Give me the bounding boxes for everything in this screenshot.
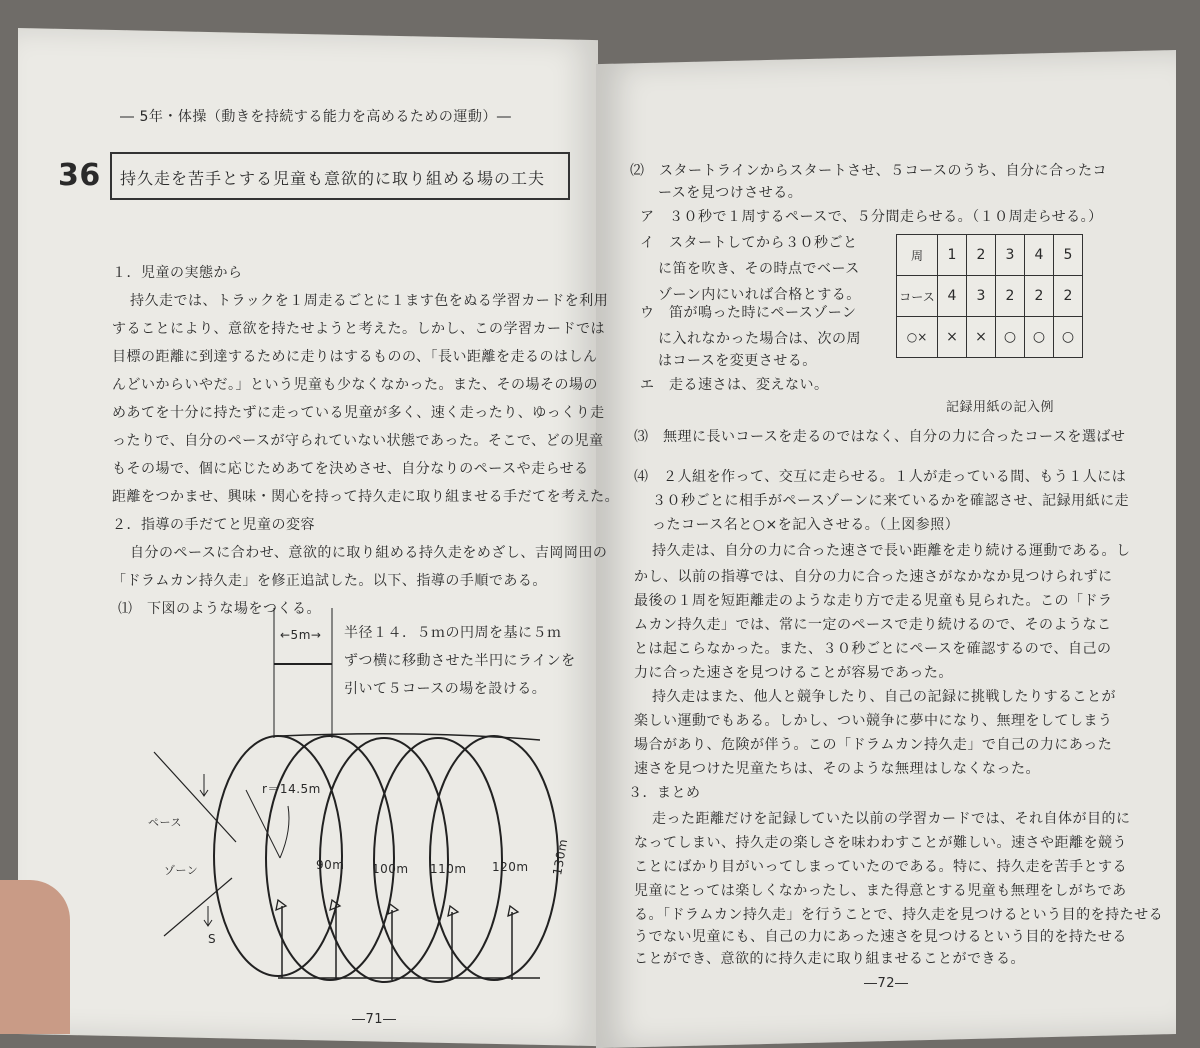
table-cell: 2: [1054, 276, 1083, 317]
right-line: ３０秒ごとに相手がペースゾーンに来ているかを確認させ、記録用紙に走: [652, 493, 1130, 509]
left-line: 持久走では、トラックを１周走るごとに１ます色をぬる学習カードを利用: [130, 293, 609, 309]
table-cell: ×: [967, 317, 996, 358]
running-header: ― 5年・体操（動きを持続する能力を高めるための運動）―: [120, 109, 512, 125]
table-row: [897, 317, 1083, 358]
right-line: 楽しい運動でもある。しかし、つい競争に夢中になり、無理をしてしまう: [634, 713, 1113, 729]
table-cell: 周: [897, 235, 938, 276]
left-line: ったりで、自分のペースが守られていない状態であった。そこで、どの児童: [112, 433, 604, 449]
right-line: 速さを見つけた児童たちは、そのような無理はしなくなった。: [634, 761, 1040, 777]
right-line: る。「ドラムカン持久走」を行うことで、持久走を見つけるという目的を持たせる: [634, 907, 1164, 923]
left-line: 「ドラムカン持久走」を修正追試した。以下、指導の手順である。: [112, 573, 547, 589]
course-label: 100m: [372, 862, 409, 876]
right-line: に笛を吹き、その時点でベース: [658, 261, 860, 277]
right-line: はコースを変更させる。: [658, 353, 817, 369]
table-cell: 2: [967, 235, 996, 276]
right-line: ゾーン内にいれば合格とする。: [658, 287, 861, 303]
right-line: イ スタートしてから３０秒ごと: [640, 235, 858, 251]
right-line: 持久走は、自分の力に合った速さで長い距離を走り続ける運動である。し: [652, 543, 1131, 559]
right-line: ウ 笛が鳴った時にペースゾーン: [640, 305, 857, 321]
left-line: もその場で、個に応じためあてを決めさせ、自分なりのペースや走らせる: [112, 461, 589, 477]
course-label: 120m: [492, 860, 529, 874]
right-line: 持久走はまた、他人と競争したり、自己の記録に挑戦したりすることが: [652, 689, 1116, 705]
right-line: ことにばかり目がいってしまっていたのである。特に、持久走を苦手とする: [634, 859, 1127, 875]
right-line: とは起こらなかった。また、３０秒ごとにペースを確認するので、自己の: [634, 641, 1112, 657]
left-line: ⑴ 下図のような場をつくる。: [118, 601, 321, 617]
right-line: 最後の１周を短距離走のような走り方で走る児童も見られた。この「ドラ: [634, 593, 1113, 609]
table-cell: 4: [1025, 235, 1054, 276]
table-cell: ○×: [897, 317, 938, 358]
table-row: [897, 276, 1083, 317]
left-line: することにより、意欲を持たせようと考えた。しかし、この学習カードでは: [112, 321, 605, 337]
course-label: 130m: [550, 837, 571, 877]
table-caption: 記録用紙の記入例: [946, 400, 1055, 415]
left-line: 自分のペースに合わせ、意欲的に取り組める持久走をめざし、吉岡岡田の: [130, 545, 608, 561]
course-label: 90m: [316, 858, 345, 872]
right-line: に入れなかった場合は、次の周: [658, 331, 861, 347]
left-line: ２．指導の手だてと児童の変容: [112, 517, 315, 533]
right-line: かし、以前の指導では、自分の力に合った速さがなかなか見つけられずに: [634, 569, 1113, 585]
right-line: 力に合った速さを見つけることが容易であった。: [634, 665, 953, 681]
left-line: １．児童の実態から: [112, 265, 243, 281]
diagram-caption: 半径１４．５ｍの円周を基に５ｍ: [344, 625, 562, 641]
diagram-caption: ずつ横に移動させた半円にラインを: [344, 653, 576, 669]
right-line: 児童にとっては楽しくなかったし、また得意とする児童も無理をしがちであ: [634, 883, 1127, 899]
table-cell: 4: [938, 276, 967, 317]
table-cell: ×: [938, 317, 967, 358]
right-line: ことができ、意欲的に持久走に取り組ませることができる。: [634, 951, 1025, 967]
offset-label: ←5m→: [280, 628, 322, 642]
right-line: うでない児童にも、自己の力にあった速さを見つけるという目的を持たせる: [634, 929, 1127, 945]
table-cell: 1: [938, 235, 967, 276]
right-line: ースを見つけさせる。: [658, 185, 803, 201]
right-line: ア ３０秒で１周するペースで、５分間走らせる。（１０周走らせる。）: [640, 209, 1103, 225]
course-label: 110m: [430, 862, 467, 876]
table-cell: 2: [996, 276, 1025, 317]
table-cell: 2: [1025, 276, 1054, 317]
table-row: [897, 235, 1083, 276]
right-line: ⑶ 無理に長いコースを走るのではなく、自分の力に合ったコースを選ばせ: [634, 429, 1126, 445]
radius-label: r＝14.5m: [262, 782, 321, 796]
right-line: 走った距離だけを記録していた以前の学習カードでは、それ自体が目的に: [652, 811, 1131, 827]
table-cell: ○: [1025, 317, 1054, 358]
table-cell: ○: [1054, 317, 1083, 358]
left-line: めあてを十分に持たずに走っている児童が多く、速く走ったり、ゆっくり走: [112, 405, 605, 421]
table-cell: ○: [996, 317, 1025, 358]
record-sheet-table: [896, 234, 1083, 358]
left-line: 目標の距離に到達するために走りはするものの、「長い距離を走るのはしん: [112, 349, 598, 365]
table-cell: 5: [1054, 235, 1083, 276]
right-line: ったコース名と○×を記入させる。（上図参照）: [652, 517, 960, 533]
zone-label: ペース: [148, 816, 182, 829]
section-number: 36: [58, 158, 101, 193]
right-line: 場合があり、危険が伴う。この「ドラムカン持久走」で自己の力にあった: [634, 737, 1113, 753]
table-cell: コース: [897, 276, 938, 317]
zone-label: ゾーン: [164, 864, 199, 877]
diagram-caption: 引いて５コースの場を設ける。: [344, 681, 547, 697]
table-cell: 3: [967, 276, 996, 317]
start-label: S: [208, 932, 217, 946]
table-cell: 3: [996, 235, 1025, 276]
left-line: んどいからいやだ。」という児童も少なくなかった。また、その場その場の: [112, 377, 598, 393]
left-line: 距離をつかませ、興味・関心を持って持久走に取り組ませる手だてを考えた。: [112, 489, 620, 505]
page-number-right: ―72―: [864, 976, 909, 991]
right-line: ⑷ ２人組を作って、交互に走らせる。１人が走っている間、もう１人には: [634, 469, 1127, 485]
right-line: ３．まとめ: [628, 785, 701, 801]
right-line: ムカン持久走」では、常に一定のペースで走り続けるので、そのようなこ: [634, 617, 1112, 633]
right-line: ⑵ スタートラインからスタートさせ、５コースのうち、自分に合ったコ: [630, 163, 1107, 179]
right-line: なってしまい、持久走の楽しさを味わわすことが難しい。速さや距離を競う: [634, 835, 1127, 851]
page-number-left: ―71―: [352, 1012, 397, 1027]
right-line: エ 走る速さは、変えない。: [640, 377, 829, 393]
section-title: 持久走を苦手とする児童も意欲的に取り組める場の工夫: [120, 169, 546, 188]
